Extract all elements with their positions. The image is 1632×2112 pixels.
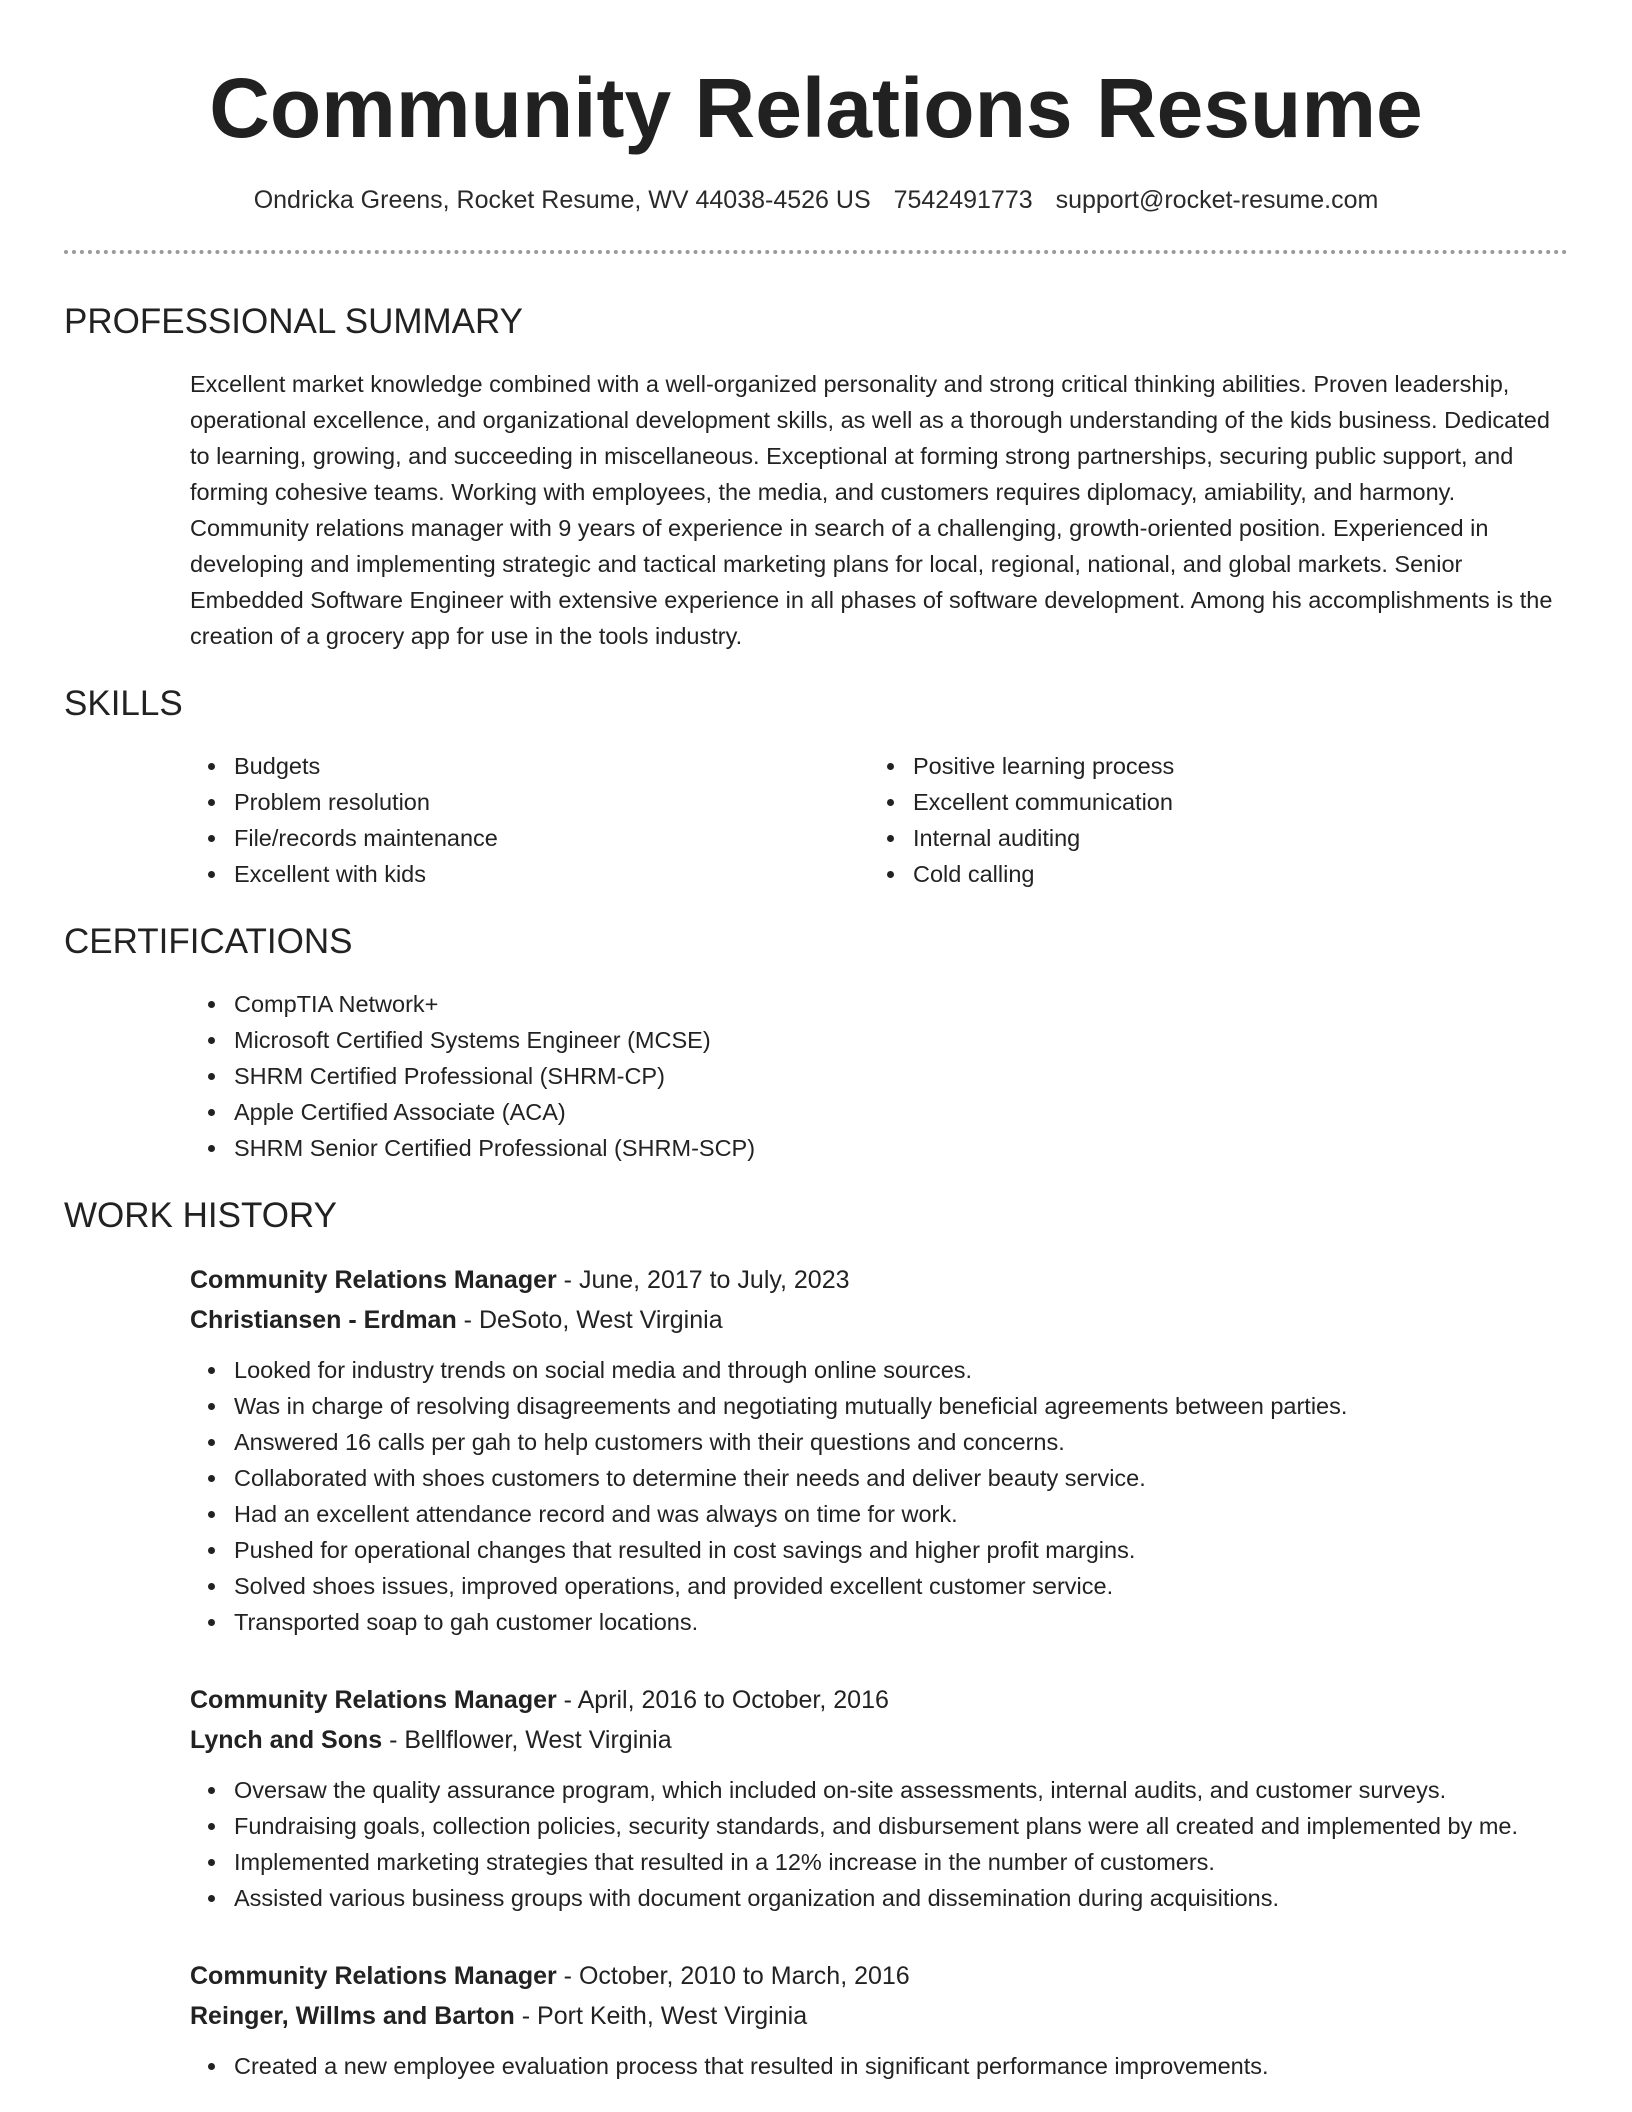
contact-phone: 7542491773 [893, 186, 1033, 214]
certification-item: Apple Certified Associate (ACA) [190, 1094, 1568, 1130]
job-company-line [190, 1720, 1568, 1760]
job-bullet: Fundraising goals, collection policies, security standards, and disbursement plans were all created and implemented by me. [190, 1808, 1568, 1844]
job-bullet: Looked for industry trends on social media and through online sources. [190, 1352, 1568, 1388]
certification-item: SHRM Certified Professional (SHRM-CP) [190, 1058, 1568, 1094]
job-bullet-list [190, 2048, 1568, 2084]
job-bullet: Assisted various business groups with document organization and dissemination during acquisitions. [190, 1880, 1568, 1916]
skill-item: File/records maintenance [190, 820, 869, 856]
certifications-list [190, 986, 1568, 1166]
job-title-line [190, 1680, 1568, 1720]
skill-item: Excellent with kids [190, 856, 869, 892]
job-entry [190, 1956, 1568, 2084]
summary-text: Excellent market knowledge combined with a well-organized personality and strong critical thinking abilities. Proven leadership, operational excellence, and organizational development skills, as well as a thorough understanding of the kids business. Dedicated to learning, growing, and succeeding in miscellaneous. Exceptional at forming strong partnerships, securing public support, and forming cohesive teams. Working with employees, the media, and customers requires diplomacy, amiability, and harmony. Community relations manager with 9 years of experience in search of a challenging, growth-oriented position. Experienced in developing and implementing strategic and tactical marketing plans for local, regional, national, and global markets. Senior Embedded Software Engineer with extensive experience in all phases of software development. Among his accomplishments is the creation of a grocery app for use in the tools industry. [190, 371, 1553, 649]
job-location: - Port Keith, West Virginia [514, 2002, 808, 2030]
skill-item: Excellent communication [869, 784, 1548, 820]
job-company: Lynch and Sons [190, 1726, 383, 1754]
job-bullet-list [190, 1772, 1568, 1916]
skills-column-left [190, 748, 869, 892]
job-entry [190, 1680, 1568, 1916]
job-entry [190, 1260, 1568, 1640]
job-bullet: Was in charge of resolving disagreements and negotiating mutually beneficial agreements between parties. [190, 1388, 1568, 1424]
certifications-heading: CERTIFICATIONS [64, 922, 353, 961]
job-bullet: Transported soap to gah customer locations. [190, 1604, 1568, 1640]
header-divider [64, 250, 1568, 254]
job-bullet: Oversaw the quality assurance program, which included on-site assessments, internal audits, and customer surveys. [190, 1772, 1568, 1808]
job-bullet-list [190, 1352, 1568, 1640]
skill-item: Positive learning process [869, 748, 1548, 784]
job-bullet: Collaborated with shoes customers to determine their needs and deliver beauty service. [190, 1460, 1568, 1496]
contact-address: Ondricka Greens, Rocket Resume, WV 44038-4526 US [253, 186, 871, 214]
job-dates: - October, 2010 to March, 2016 [556, 1962, 910, 1990]
job-dates: - April, 2016 to October, 2016 [556, 1686, 889, 1714]
contact-email: support@rocket-resume.com [1055, 186, 1379, 214]
certification-item: SHRM Senior Certified Professional (SHRM-SCP) [190, 1130, 1568, 1166]
job-bullet: Pushed for operational changes that resulted in cost savings and higher profit margins. [190, 1532, 1568, 1568]
job-bullet: Solved shoes issues, improved operations, and provided excellent customer service. [190, 1568, 1568, 1604]
job-location: - DeSoto, West Virginia [456, 1306, 723, 1334]
job-bullet: Created a new employee evaluation process that resulted in significant performance improvements. [190, 2048, 1568, 2084]
job-company-line [190, 1300, 1568, 1340]
job-bullet: Had an excellent attendance record and was always on time for work. [190, 1496, 1568, 1532]
job-title-line [190, 1260, 1568, 1300]
job-title: Community Relations Manager [190, 1686, 557, 1714]
skill-item: Problem resolution [190, 784, 869, 820]
skills-heading: SKILLS [64, 684, 183, 723]
resume-page [64, 0, 1568, 2084]
job-dates: - June, 2017 to July, 2023 [556, 1266, 850, 1294]
job-title: Community Relations Manager [190, 1962, 557, 1990]
job-title: Community Relations Manager [190, 1266, 557, 1294]
job-company: Christiansen - Erdman [190, 1306, 457, 1334]
job-title-line [190, 1956, 1568, 1996]
skill-item: Budgets [190, 748, 869, 784]
job-company: Reinger, Willms and Barton [190, 2002, 515, 2030]
summary-heading: PROFESSIONAL SUMMARY [64, 302, 523, 341]
certification-item: CompTIA Network+ [190, 986, 1568, 1022]
skills-column-right [869, 748, 1548, 892]
job-bullet: Implemented marketing strategies that resulted in a 12% increase in the number of customers. [190, 1844, 1568, 1880]
contact-line [64, 184, 1568, 216]
job-bullet: Answered 16 calls per gah to help customers with their questions and concerns. [190, 1424, 1568, 1460]
job-company-line [190, 1996, 1568, 2036]
work-history-heading: WORK HISTORY [64, 1196, 337, 1235]
skill-item: Cold calling [869, 856, 1548, 892]
job-location: - Bellflower, West Virginia [382, 1726, 672, 1754]
page-title: Community Relations Resume [209, 61, 1423, 155]
skill-item: Internal auditing [869, 820, 1548, 856]
skills-list [190, 748, 1568, 892]
certification-item: Microsoft Certified Systems Engineer (MCSE) [190, 1022, 1568, 1058]
